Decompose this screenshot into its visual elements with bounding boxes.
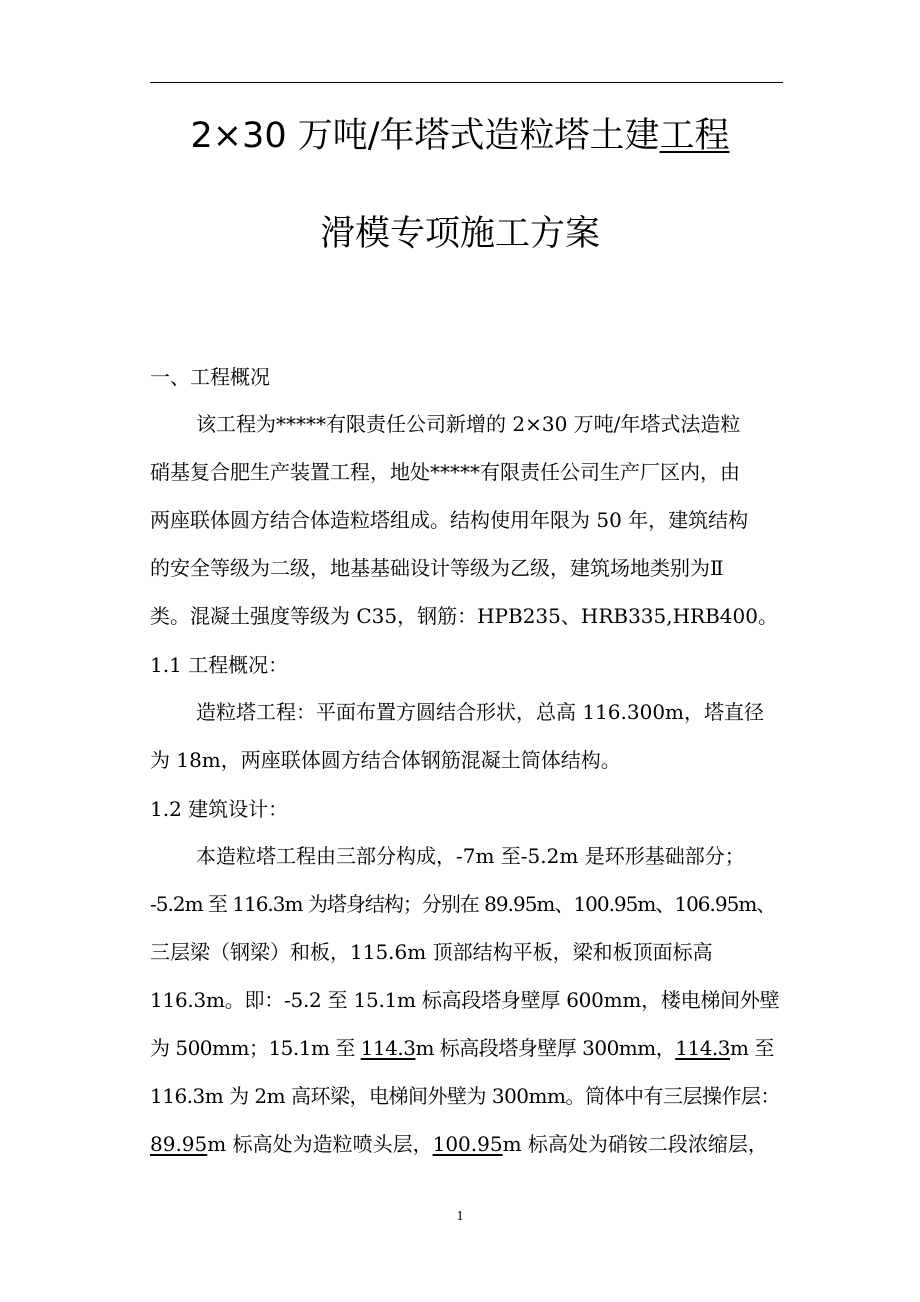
paragraph-line [196,409,784,439]
section-heading-1-2: 1.2 建筑设计： [150,797,289,821]
document-title-line1 [0,114,920,158]
underlined-value: 114.3 [675,1036,730,1060]
paragraph-line: 造粒塔工程：平面布置方圆结合形状，总高 116.300m，塔直径 [196,700,765,724]
paragraph-line: 类。混凝土强度等级为 C35，钢筋：HPB235、HRB335,HRB400。 [150,604,778,628]
underlined-value: 114.3 [360,1036,416,1060]
paragraph-line: 本造粒塔工程由三部分构成，-7m 至-5.2m 是环形基础部分； [196,844,745,868]
paragraph-line: 硝基复合肥生产装置工程，地处*****有限责任公司生产厂区内，由 [150,460,740,484]
paragraph-line: 116.3m。即：-5.2 至 15.1m 标高段塔身壁厚 600mm，楼电梯间外壁 [150,988,780,1012]
document-title-line2: 滑模专项施工方案 [319,214,600,254]
paragraph-line: 两座联体圆方结合体造粒塔组成。结构使用年限为 50 年，建筑结构 [150,508,749,532]
text-run: m 标高段塔身壁厚 300mm， [415,1036,676,1060]
section-heading-overview: 一、工程概况 [150,365,270,389]
title-line1-part-a: 2×30 万吨/年塔式造粒塔土建 [190,116,660,156]
underlined-value: 100.95 [432,1132,503,1156]
text-run: m 标高处为造粒喷头层， [207,1132,433,1156]
text-run: m 至 [730,1036,774,1060]
paragraph-line-text: 该工程为*****有限责任公司新增的 2×30 万吨/年塔式法造粒 [196,412,741,436]
underlined-value: 89.95 [150,1132,208,1156]
text-run: 为 500mm；15.1m 至 [150,1036,361,1060]
header-rule [150,82,783,83]
paragraph-line: 116.3m 为 2m 高环梁，电梯间外壁为 300mm。筒体中有三层操作层： [150,1084,780,1108]
paragraph-line: 为 18m，两座联体圆方结合体钢筋混凝土筒体结构。 [150,748,621,772]
page-number: 1 [456,1209,464,1224]
paragraph-line [150,1033,784,1063]
paragraph-line [150,1129,784,1159]
paragraph-line: -5.2m 至 116.3m 为塔身结构；分别在 89.95m、100.95m、106.95m、 [150,892,776,916]
text-run: m 标高处为硝铵二段浓缩层， [502,1132,768,1156]
paragraph-line: 三层梁（钢梁）和板，115.6m 顶部结构平板，梁和板顶面标高 [150,940,713,964]
section-heading-1-1: 1.1 工程概况： [150,653,289,677]
paragraph-line: 的安全等级为二级，地基基础设计等级为乙级，建筑场地类别为Ⅱ [150,556,724,580]
title-line1-part-b: 工程 [659,116,730,156]
